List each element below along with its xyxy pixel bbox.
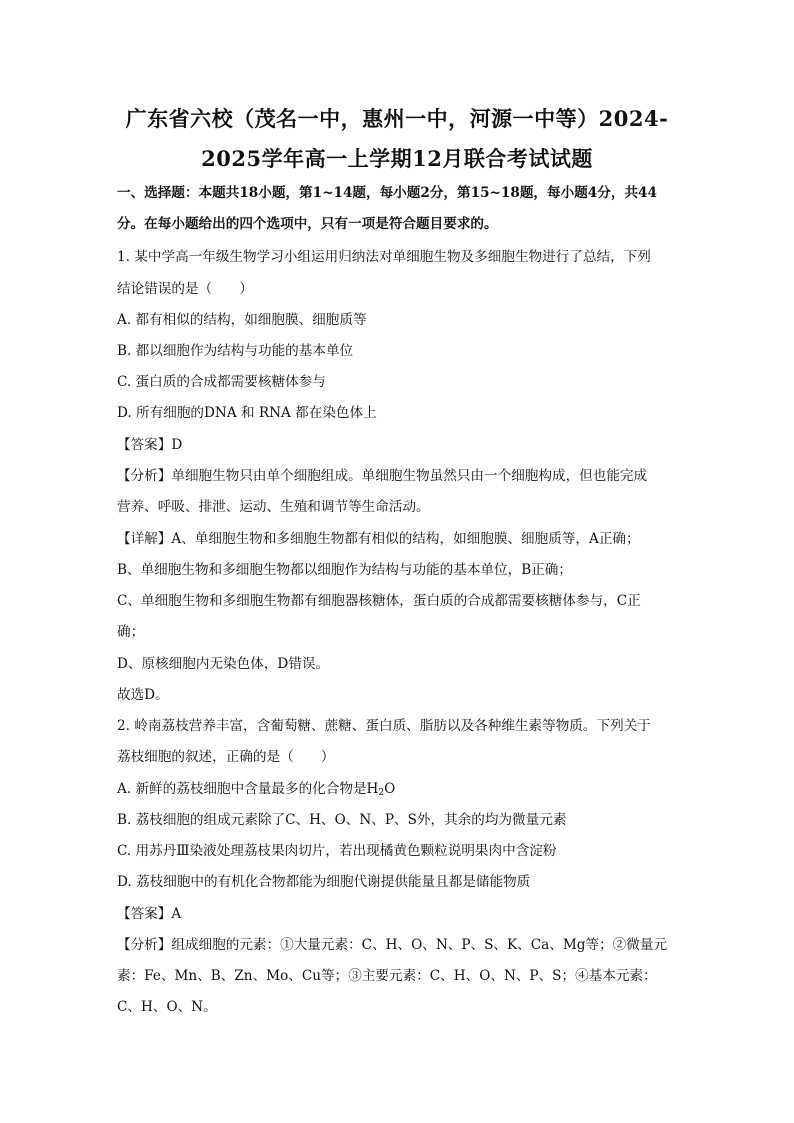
q1-detail-line-5: D、原核细胞内无染色体，D错误。 xyxy=(117,656,330,672)
q1-option-b: B. 都以细胞作为结构与功能的基本单位 xyxy=(117,343,354,359)
q1-answer: 【答案】D xyxy=(117,437,183,453)
q2-option-b: B. 荔枝细胞的组成元素除了C、H、O、N、P、S外，其余的均为微量元素 xyxy=(117,812,567,828)
q1-detail-line-2: B、单细胞生物和多细胞生物都以细胞作为结构与功能的基本单位，B正确； xyxy=(117,562,572,578)
q1-option-a: A. 都有相似的结构，如细胞膜、细胞质等 xyxy=(117,312,367,328)
q2-option-a-subscript: 2 xyxy=(378,788,385,798)
q2-option-a-text: A. 新鲜的荔枝细胞中含量最多的化合物是H xyxy=(117,781,379,797)
q1-conclusion: 故选D。 xyxy=(117,687,169,703)
q1-analysis-line-1: 【分析】单细胞生物只由单个细胞组成。单细胞生物虽然只由一个细胞构成，但也能完成 xyxy=(117,468,648,484)
document-title-line-1: 广东省六校（茂名一中，惠州一中，河源一中等）2024- xyxy=(125,106,669,131)
q1-detail-line-1: 【详解】A、单细胞生物和多细胞生物都有相似的结构，如细胞膜、细胞质等，A正确； xyxy=(117,531,640,547)
q2-analysis-line-3: C、H、O、N。 xyxy=(117,999,217,1015)
q2-analysis-line-1: 【分析】组成细胞的元素：①大量元素：C、H、O、N、P、S、K、Ca、Mg等；②微量元 xyxy=(117,937,668,953)
q2-answer: 【答案】A xyxy=(117,906,182,922)
q2-option-d: D. 荔枝细胞中的有机化合物都能为细胞代谢提供能量且都是储能物质 xyxy=(117,874,531,890)
q2-stem-line-2: 荔枝细胞的叙述，正确的是（ ） xyxy=(117,749,335,765)
document-title-line-2: 2025学年高一上学期12月联合考试试题 xyxy=(201,146,593,171)
section-header-line-1: 一、选择题：本题共18小题，第1~14题，每小题2分，第15~18题，每小题4分，共44 xyxy=(117,185,657,201)
q1-option-d: D. 所有细胞的DNA 和 RNA 都在染色体上 xyxy=(117,405,377,421)
q2-option-c: C. 用苏丹Ⅲ染液处理荔枝果肉切片，若出现橘黄色颗粒说明果肉中含淀粉 xyxy=(117,843,557,859)
section-header-line-2: 分。在每小题给出的四个选项中，只有一项是符合题目要求的。 xyxy=(117,216,498,232)
q1-option-c: C. 蛋白质的合成都需要核糖体参与 xyxy=(117,374,326,390)
q2-option-a xyxy=(117,779,697,799)
q2-stem-line-1: 2. 岭南荔枝营养丰富，含葡萄糖、蔗糖、蛋白质、脂肪以及各种维生素等物质。下列关于 xyxy=(117,718,651,734)
q2-option-a-suffix: O xyxy=(384,781,396,797)
q1-stem-line-1: 1. 某中学高一年级生物学习小组运用归纳法对单细胞生物及多细胞生物进行了总结，下列 xyxy=(117,249,651,265)
q1-detail-line-4: 确； xyxy=(117,624,145,640)
q1-analysis-line-2: 营养、呼吸、排泄、运动、生殖和调节等生命活动。 xyxy=(117,499,430,515)
q1-detail-line-3: C、单细胞生物和多细胞生物都有细胞器核糖体，蛋白质的合成都需要核糖体参与，C正 xyxy=(117,593,641,609)
q2-analysis-line-2: 素：Fe、Mn、B、Zn、Mo、Cu等；③主要元素：C、H、O、N、P、S；④基本元素： xyxy=(117,968,657,984)
q1-stem-line-2: 结论错误的是（ ） xyxy=(117,281,253,297)
